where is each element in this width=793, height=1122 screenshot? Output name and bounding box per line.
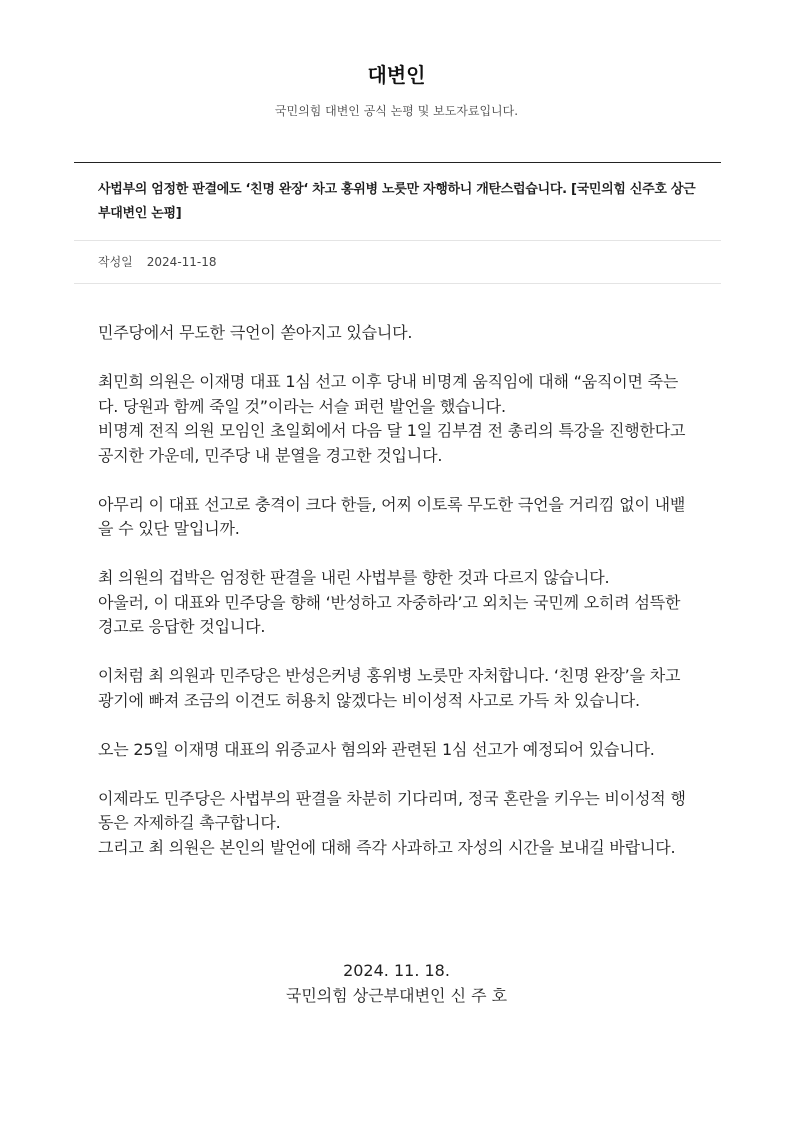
body-paragraph: 이제라도 민주당은 사법부의 판결을 차분히 기다리며, 정국 혼란을 키우는 비이성적 행동은 자제하길 촉구합니다. 그리고 최 의원은 본인의 발언에 대해 즉각 사과하고 자성의 시간을 보내길 바랍니다.	[98, 788, 686, 857]
body-paragraph: 최민희 의원은 이재명 대표 1심 선고 이후 당내 비명계 움직임에 대해 “움직이면 죽는다. 당원과 함께 죽일 것”이라는 서슬 퍼런 발언을 했습니다. 비명계 전직 의원 모임인 초일회에서 다음 달 1일 김부겸 전 총리의 특강을 진행한다고 공지한 가운데, 민주당 내 분열을 경고한 것입니다.	[98, 372, 686, 465]
body-paragraph: 아무리 이 대표 선고로 충격이 크다 한들, 어찌 이토록 무도한 극언을 거리낌 없이 내뱉을 수 있단 말입니까.	[98, 494, 686, 538]
body-paragraph: 이처럼 최 의원과 민주당은 반성은커녕 홍위병 노릇만 자처합니다. ‘친명 완장’을 차고 광기에 빠져 조금의 이견도 허용치 않겠다는 비이성적 사고로 가득 차 있습니다.	[98, 666, 681, 710]
body-paragraph: 최 의원의 겁박은 엄정한 판결을 내린 사법부를 향한 것과 다르지 않습니다. 아울러, 이 대표와 민주당을 향해 ‘반성하고 자중하라’고 외치는 국민께 오히려 섬뜩한 경고로 응답한 것입니다.	[98, 568, 681, 636]
date-label: 작성일	[98, 255, 133, 269]
page-subtitle: 국민의힘 대변인 공식 논평 및 보도자료입니다.	[274, 104, 519, 118]
article-meta	[98, 252, 217, 272]
meta-divider	[74, 283, 721, 284]
body-paragraph: 오는 25일 이재명 대표의 위증교사 혐의와 관련된 1심 선고가 예정되어 있습니다.	[98, 739, 655, 759]
closing-block	[0, 958, 793, 1008]
page-title: 대변인	[367, 63, 426, 87]
body-paragraph: 민주당에서 무도한 극언이 쏟아지고 있습니다.	[98, 323, 413, 342]
closing-signature: 국민의힘 상근부대변인 신 주 호	[285, 986, 508, 1005]
date-value: 2024-11-18	[146, 255, 217, 269]
article-title: 사법부의 엄정한 판결에도 ‘친명 완장‘ 차고 홍위병 노릇만 자행하니 개탄스럽습니다. [국민의힘 신주호 상근부대변인 논평]	[98, 182, 696, 221]
title-divider	[74, 240, 721, 241]
closing-date: 2024. 11. 18.	[343, 961, 450, 980]
article-body	[98, 321, 698, 885]
header-divider	[74, 162, 721, 163]
